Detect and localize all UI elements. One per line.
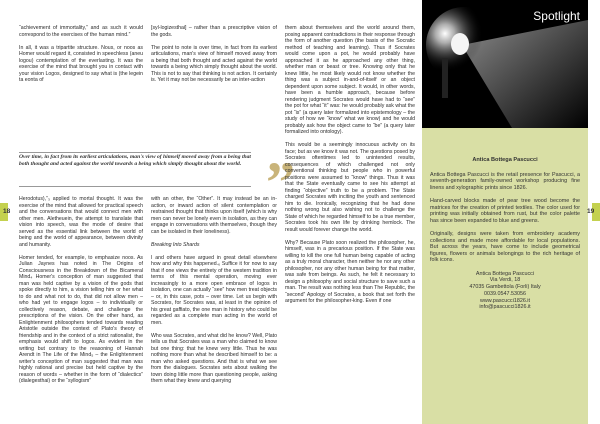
- paragraph: [syl-logizesthai] – rather than a prescriptive vision of the gods.: [151, 25, 277, 38]
- sidebar-title: Spotlight: [533, 9, 580, 23]
- paragraph: The point to note is over time, in fact from its earliest articulations, man's view of himself moved away from a being that both thought and acted against the world towards a being which simply thought about the world. This is not to say that thinking is not action. It certainly is. Yet it may not be necessarily be an inter-action: [151, 44, 277, 83]
- paragraph: Antica Bottega Pascucci is the retail presence for Pascucci, a seventh-generation family-owned workshop producing fine linens and xylographic prints since 1826.: [430, 171, 580, 191]
- quote-mark-icon: ”: [266, 150, 295, 215]
- paragraph: them about themselves and the world around them, posing apparent contradictions in their response through the form of another question (the basis of the Socratic method of teaching and learning). Thus if Socrates would come upon a pot, he would probably have approached it as he approached any other thing, whether man or beast or tree. Knowing only that he knew little, he most likely would not know whether the thing was a subject in-and-of-itself or an object dependent upon some subject. It would, in other words, have been a humble approach, because before rendering judgment Socrates would have had to “see” the pot for what “it” was: he would probably ask what the pot “is” (a query later formalized into epistemology – the study of how we “know” what we know) and he would probably ask how the object came to “be” (a query later formalized into ontology).: [285, 25, 415, 135]
- address-line: Antica Bottega Pascucci: [475, 270, 535, 277]
- paragraph: Homer tended, for example, to emphasize noos. As Julian Jaynes has noted in The Origins of Consciousness in the Breakdown of the Bicameral Mind₄ Homer's conception of man suggested that man was held captive by a vision of the gods that spoke directly to him, a vision telling him or her what to do and what not to do, that did not allow men – who had yet to engage logos – to individually or collectively reason, debate, and challenge the prescriptions of the vision. On the other hand, as Enlightenment philosophers tended towards reading Aristotle outside the context of Plato's theory of friendship and in the context of a strict rationalist, the emphasis would shift to logos. As evident in the writing but contrary to the reasoning of Hannah Arendt in The Life of the Mind₅ – the Enlightenment writer's conception of man suggested that man was highly rational and precise but held captive by the reason of words – whether in the form of “dialectics” (dialegesthai) or the “syllogism”: [19, 254, 143, 384]
- pull-quote-text: Over time, in fact from its earliest articulations, man's view of himself moved away from a being that both thought and acted against the world towards a being which simply thought about the world.: [19, 154, 251, 168]
- paragraph: Why? Because Plato soon realized the philosopher, he, himself, was in a precarious position. If the State was willing to kill the one full human being capable of acting as a truly moral character, then neither he nor any other philosopher, nor any other human being for that matter, was safe from beings. As such, he felt it necessary to design a philosophy and social structure to save such a man. The result was nothing less than The Republic, the “second” Apology of Socrates, a book that set forth the argument for the philosopher-king. Even if one: [285, 239, 415, 304]
- paragraph: Who was Socrates, and what did he know? Well, Plato tells us that Socrates was a man who claimed to know but one thing: that he knew very little. Thus he was nothing more than what he described himself to be: a man who asked questions. And that is what we see from the dialogues. Socrates sets about walking the town doing little more than questioning people, asking them what they knew and querying: [151, 332, 277, 384]
- column-1-bottom: [19, 196, 143, 391]
- paragraph: In all, it was a tripartite structure. Nous, or noos as Homer would regard it, consisted in speechless (aneu logou) contemplation of the everlasting. It was the exercise of the mind that brought you in contact with your vision Logos, designed to say what is (the legein ta eonta of: [19, 44, 143, 83]
- paragraph: with an other, the “Other”. It may instead be an in-action, or inward action of silent contemplation or restrained thought that thinks upon itself (which is why men can never be lonely even in isolation, as they can engage in conversations with themselves, though they can be isolated in their loneliness).: [151, 196, 277, 235]
- spotlight-heading: Antica Bottega Pascucci: [472, 157, 538, 163]
- column-2-bottom: [151, 196, 277, 391]
- column-2-top: [151, 25, 277, 90]
- pull-quote-rule-top: [19, 152, 251, 153]
- spotlight-photo: [422, 0, 588, 128]
- paragraph: “achievement of immortality,” and as such it would correspond to the exercises of the human mind.”: [19, 25, 143, 38]
- spotlight-body: [430, 141, 580, 311]
- address-line: Via Verdi, 18: [489, 277, 521, 284]
- paragraph: Hand-carved blocks made of pear tree wood become the matrices for the creation of printed textiles. The color used for printing was initially obtained from rust, but the color palette has since been expanded to blue and greens.: [430, 197, 580, 224]
- paragraph: Herodotus),”₃ applied to mortal thought. It was the exercise of the mind that allowed for practical speech and the conversations that would connect men with other men. Aletheuein, the attempt to translate that vision into speech, was the mode of desire that served as the essential link between the world of being and the world of appearance, between divinity and humanity.: [19, 196, 143, 248]
- page-number-right: 19: [587, 208, 595, 215]
- column-1-top: [19, 25, 143, 90]
- address-line: 47035 Gambettola (Forli) Italy: [469, 284, 541, 291]
- page-number-left: 18: [3, 208, 11, 215]
- paragraph: This would be a seemingly innocuous activity on its face; but as we know it was not. The questions posed by Socrates oftentimes led to unintended results, consequences of which challenged not only conventional thinking but people who in powerful positions were assumed to “know” things. Thus it was that the State eventually came to see his attempt at finding “objective” truth to be a problem. The State charged Socrates with inciting the youth and sentenced him to die. Ironically, recognizing that he had done nothing wrong but also wishing not to challenge the State of which he regarded himself to be a true member, Socrates took his own life by drinking hemlock. The result would forever change the world.: [285, 142, 415, 233]
- address-block: [430, 271, 580, 312]
- pull-quote-rule-bottom: [19, 186, 251, 187]
- website-link[interactable]: www.pascucci1826.it: [479, 297, 531, 304]
- pull-quote: [19, 150, 295, 215]
- paragraph: Originally, designs were taken from embroidery academy collections and made more affordable for local populations. But across the years, have come to include geometrical figures, flowers or animals belongings to the rich heritage of folk icons.: [430, 230, 580, 264]
- phone-line: 0039.0547.53056: [484, 290, 526, 297]
- paragraph: I and others have argued in great detail elsewhere how and why this happened.₆ Suffice it for now to say that if one views the entirety of the western tradition in terms of this mental operation, moving ever increasingly to a more open embrace of logos in isolation, one can actually “see” how men treat objects – or, in this case, pots – over time. Let us begin with Socrates, for Socrates was, at least in the opinion of his great gaffiato, the one man in history who could be regarded as a complete man acting in the world of men.: [151, 254, 277, 326]
- subheading: Breaking Into Shards: [151, 241, 200, 248]
- column-3: [285, 25, 415, 311]
- email-link[interactable]: info@pascucci1826.it: [479, 304, 531, 311]
